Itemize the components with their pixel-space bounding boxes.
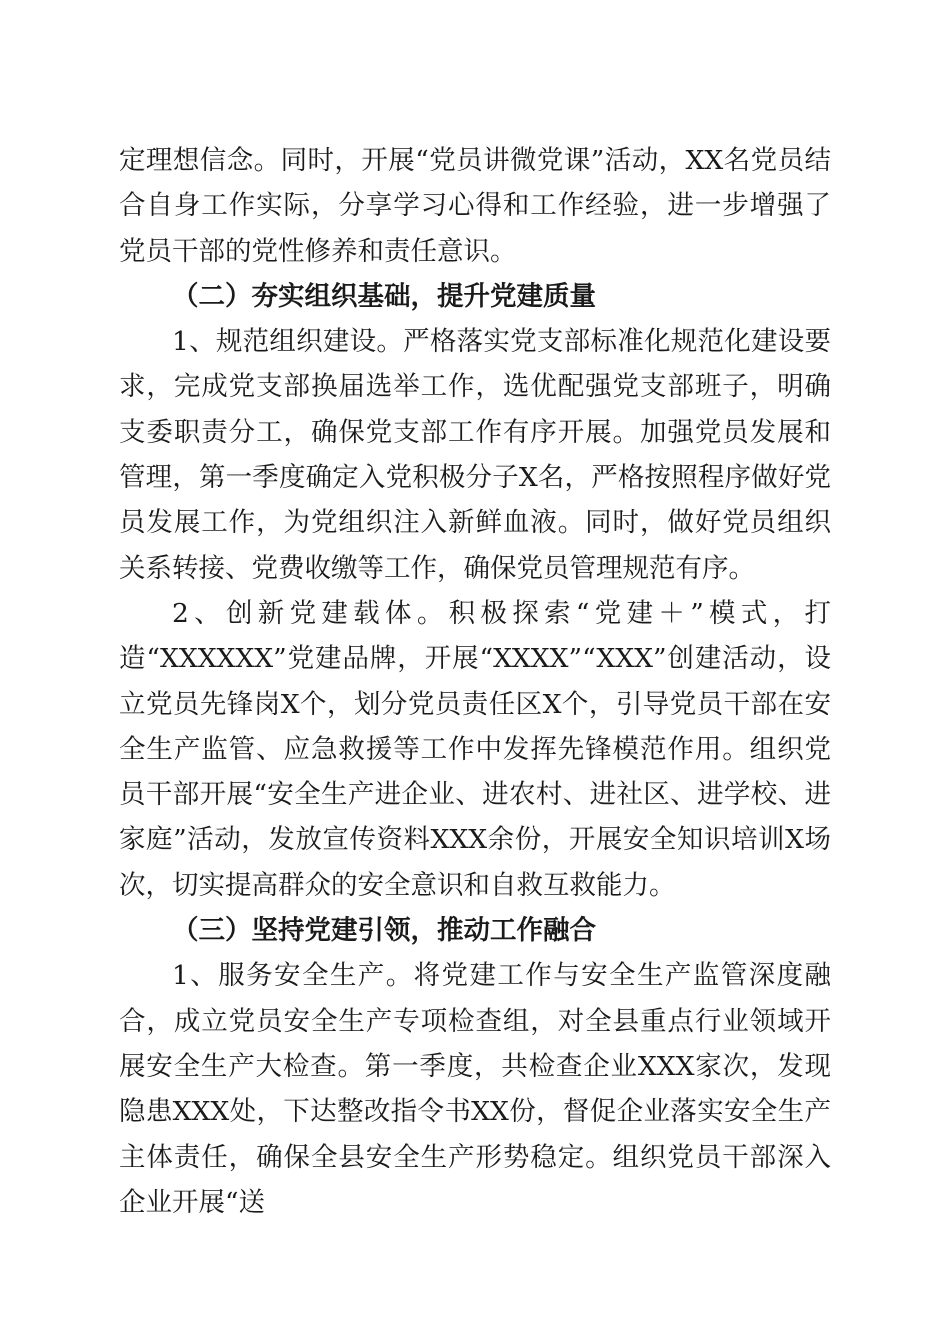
section-heading-3: （三）坚持党建引领，推动工作融合 xyxy=(172,915,596,947)
paragraph-continued: 定理想信念。同时，开展“党员讲微党课”活动，XX名党员结合自身工作实际，分享学习心得和工作经验，进一步增强了党员干部的党性修养和责任意识。 xyxy=(119,145,831,267)
paragraph-safety-production: 1、服务安全生产。将党建工作与安全生产监管深度融合，成立党员安全生产专项检查组，对全县重点行业领域开展安全生产大检查。第一季度，共检查企业XXX家次，发现隐患XXX处，下达整改指令书XX份，督促企业落实安全生产主体责任，确保全县安全生产形势稳定。组织党员干部深入企业开展“送 xyxy=(119,960,831,1218)
paragraph-organization-building: 1、规范组织建设。严格落实党支部标准化规范化建设要求，完成党支部换届选举工作，选优配强党支部班子，明确支委职责分工，确保党支部工作有序开展。加强党员发展和管理，第一季度确定入党积极分子X名，严格按照程序做好党员发展工作，为党组织注入新鲜血液。同时，做好党员组织关系转接、党费收缴等工作，确保党员管理规范有序。 xyxy=(119,326,831,584)
document-body xyxy=(119,138,831,1225)
paragraph-innovation-carrier: 2、创新党建载体。积极探索“党建＋”模式，打造“XXXXXX”党建品牌，开展“XXXX”“XXX”创建活动，设立党员先锋岗X个，划分党员责任区X个，引导党员干部在安全生产监管、应急救援等工作中发挥先锋模范作用。组织党员干部开展“安全生产进企业、进农村、进社区、进学校、进家庭”活动，发放宣传资料XXX余份，开展安全知识培训X场次，切实提高群众的安全意识和自救互救能力。 xyxy=(119,597,831,901)
section-heading-2: （二）夯实组织基础，提升党建质量 xyxy=(172,280,596,312)
